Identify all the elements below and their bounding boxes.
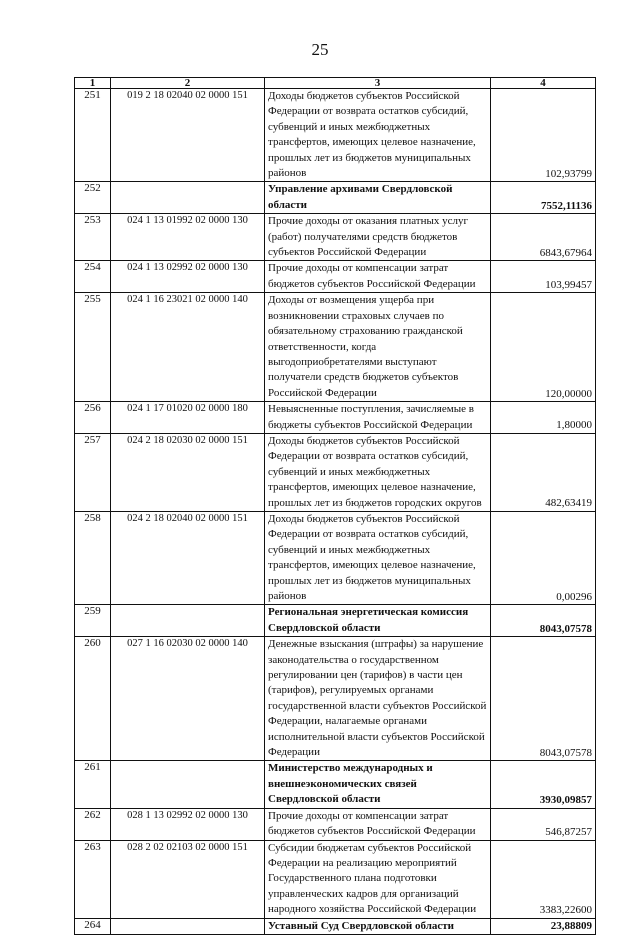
table-row: [75, 918, 596, 934]
column-header: 1: [75, 78, 111, 89]
row-number-cell: 257: [75, 433, 111, 511]
table-row: [75, 182, 596, 214]
amount-cell: 120,00000: [491, 293, 596, 402]
budget-code-cell: [111, 761, 265, 808]
income-name-cell: Доходы бюджетов субъектов Российской Федерации от возврата остатков субсидий, субвенций и иных межбюджетных трансфертов, имеющих целевое назначение, прошлых лет из бюджетов муниципальных районов: [265, 89, 491, 182]
table-row: [75, 605, 596, 637]
income-name-cell: Субсидии бюджетам субъектов Российской Федерации на реализацию мероприятий Государственного плана подготовки управленческих кадров для организаций народного хозяйства Российской Федерации: [265, 840, 491, 918]
budget-code-cell: 028 1 13 02992 02 0000 130: [111, 808, 265, 840]
income-name-cell: Управление архивами Свердловской области: [265, 182, 491, 214]
column-header: 2: [111, 78, 265, 89]
budget-code-cell: 024 1 13 02992 02 0000 130: [111, 261, 265, 293]
amount-cell: 0,00296: [491, 511, 596, 604]
income-name-cell: Доходы бюджетов субъектов Российской Федерации от возврата остатков субсидий, субвенций и иных межбюджетных трансфертов, имеющих целевое назначение, прошлых лет из бюджетов городских округов: [265, 433, 491, 511]
page-number: 25: [311, 40, 329, 59]
column-header: 4: [491, 78, 596, 89]
amount-cell: 8043,07578: [491, 605, 596, 637]
table-row: [75, 433, 596, 511]
row-number-cell: 256: [75, 402, 111, 434]
budget-code-cell: 019 2 18 02040 02 0000 151: [111, 89, 265, 182]
table-row: [75, 511, 596, 604]
income-name-cell: Невыясненные поступления, зачисляемые в бюджеты субъектов Российской Федерации: [265, 402, 491, 434]
table-row: [75, 89, 596, 182]
row-number-cell: 251: [75, 89, 111, 182]
table-header-row: [75, 78, 596, 89]
table-row: [75, 293, 596, 402]
amount-cell: 7552,11136: [491, 182, 596, 214]
row-number-cell: 254: [75, 261, 111, 293]
budget-code-cell: 024 1 13 01992 02 0000 130: [111, 214, 265, 261]
income-name-cell: Прочие доходы от оказания платных услуг (работ) получателями средств бюджетов субъектов Российской Федерации: [265, 214, 491, 261]
income-name-cell: Доходы бюджетов субъектов Российской Федерации от возврата остатков субсидий, субвенций и иных межбюджетных трансфертов, имеющих целевое назначение, прошлых лет из бюджетов муниципальных районов: [265, 511, 491, 604]
row-number-cell: 260: [75, 637, 111, 761]
amount-cell: 546,87257: [491, 808, 596, 840]
table-row: [75, 840, 596, 918]
amount-cell: 1,80000: [491, 402, 596, 434]
income-name-cell: Министерство международных и внешнеэкономических связей Свердловской области: [265, 761, 491, 808]
row-number-cell: 252: [75, 182, 111, 214]
income-name-cell: Прочие доходы от компенсации затрат бюджетов субъектов Российской Федерации: [265, 261, 491, 293]
row-number-cell: 263: [75, 840, 111, 918]
table-row: [75, 808, 596, 840]
row-number-cell: 258: [75, 511, 111, 604]
budget-code-cell: [111, 182, 265, 214]
table-row: [75, 637, 596, 761]
table-row: [75, 261, 596, 293]
row-number-cell: 262: [75, 808, 111, 840]
row-number-cell: 264: [75, 918, 111, 934]
amount-cell: 3930,09857: [491, 761, 596, 808]
budget-code-cell: 027 1 16 02030 02 0000 140: [111, 637, 265, 761]
table-row: [75, 761, 596, 808]
budget-code-cell: 024 2 18 02030 02 0000 151: [111, 433, 265, 511]
amount-cell: 102,93799: [491, 89, 596, 182]
budget-code-cell: 024 2 18 02040 02 0000 151: [111, 511, 265, 604]
amount-cell: 3383,22600: [491, 840, 596, 918]
amount-cell: 23,88809: [491, 918, 596, 934]
amount-cell: 8043,07578: [491, 637, 596, 761]
budget-code-cell: [111, 605, 265, 637]
column-header: 3: [265, 78, 491, 89]
row-number-cell: 259: [75, 605, 111, 637]
income-name-cell: Доходы от возмещения ущерба при возникновении страховых случаев по обязательному страхованию гражданской ответственности, когда выгодоприобретателями выступают получатели средств бюджетов субъектов Российской Федерации: [265, 293, 491, 402]
income-name-cell: Прочие доходы от компенсации затрат бюджетов субъектов Российской Федерации: [265, 808, 491, 840]
row-number-cell: 261: [75, 761, 111, 808]
amount-cell: 6843,67964: [491, 214, 596, 261]
income-name-cell: Денежные взыскания (штрафы) за нарушение законодательства о государственном регулировании цен (тарифов) в части цен (тарифов), регулируемых органами государственной власти субъектов Российской Федерации, налагаемые органами исполнительной власти субъектов Российской Федерации: [265, 637, 491, 761]
budget-code-cell: [111, 918, 265, 934]
amount-cell: 482,63419: [491, 433, 596, 511]
table-row: [75, 402, 596, 434]
budget-table: [74, 77, 596, 935]
income-name-cell: Региональная энергетическая комиссия Свердловской области: [265, 605, 491, 637]
budget-code-cell: 024 1 17 01020 02 0000 180: [111, 402, 265, 434]
row-number-cell: 255: [75, 293, 111, 402]
table-row: [75, 214, 596, 261]
income-name-cell: Уставный Суд Свердловской области: [265, 918, 491, 934]
amount-cell: 103,99457: [491, 261, 596, 293]
row-number-cell: 253: [75, 214, 111, 261]
budget-code-cell: 028 2 02 02103 02 0000 151: [111, 840, 265, 918]
budget-code-cell: 024 1 16 23021 02 0000 140: [111, 293, 265, 402]
